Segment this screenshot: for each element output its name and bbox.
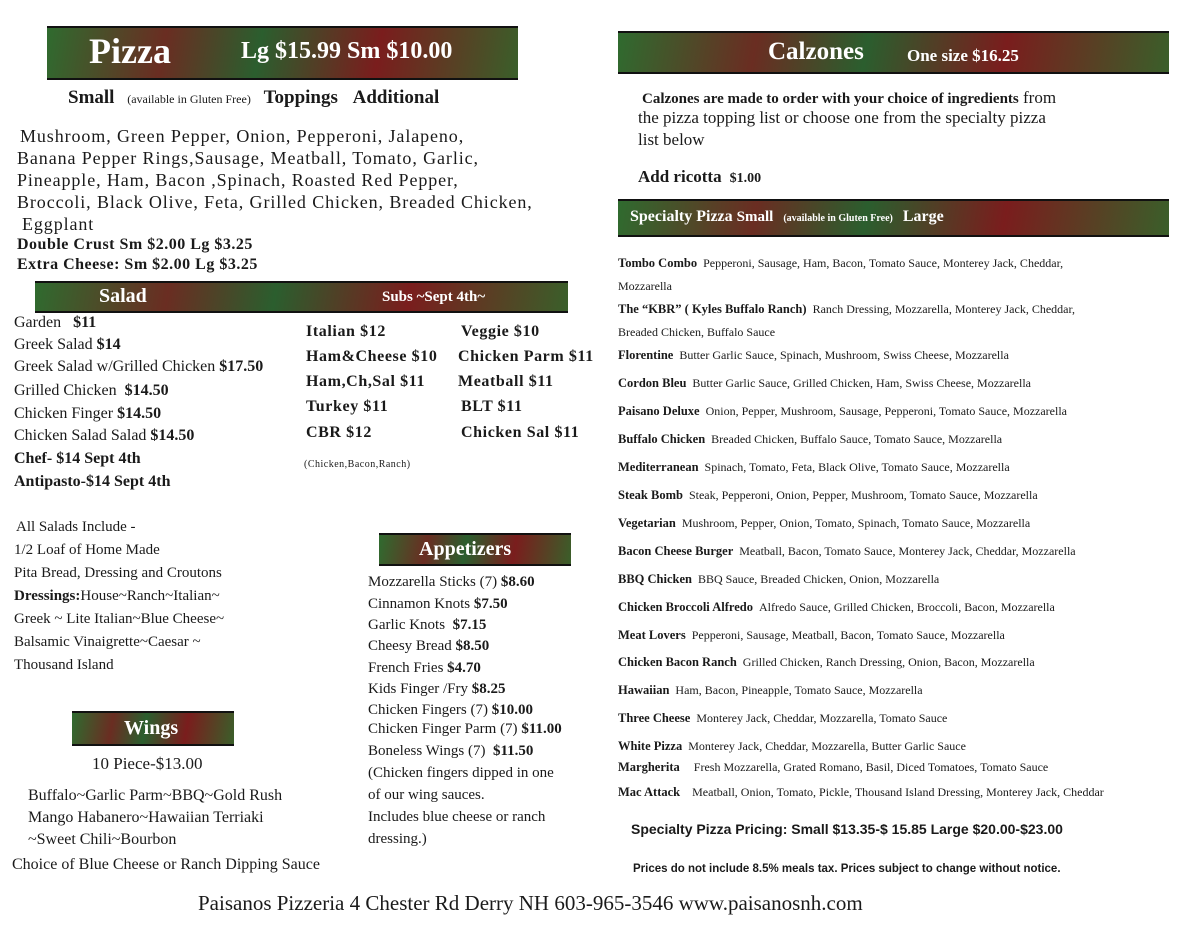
specialty-item: Three Cheese Monterey Jack, Cheddar, Mozzarella, Tomato Sauce bbox=[618, 711, 948, 725]
sub-item: Chicken Parm $11 bbox=[458, 348, 594, 365]
wings-count-price: 10 Piece-$13.00 bbox=[92, 754, 203, 773]
salad-subs-header bbox=[35, 281, 568, 313]
specialty-item: BBQ Chicken BBQ Sauce, Breaded Chicken, Onion, Mozzarella bbox=[618, 572, 940, 586]
specialty-header bbox=[618, 199, 1169, 237]
extra-cheese-price: Extra Cheese: Sm $2.00 Lg $3.25 bbox=[17, 256, 258, 273]
specialty-item: Florentine Butter Garlic Sauce, Spinach, Mushroom, Swiss Cheese, Mozzarella bbox=[618, 348, 1009, 362]
specialty-item: Hawaiian Ham, Bacon, Pineapple, Tomato Sauce, Mozzarella bbox=[618, 683, 923, 697]
specialty-item: Steak Bomb Steak, Pepperoni, Onion, Pepper, Mushroom, Tomato Sauce, Mozzarella bbox=[618, 488, 1038, 502]
salad-title: Salad bbox=[99, 285, 147, 307]
pizza-small-label: Small bbox=[68, 87, 115, 108]
salad-item: Greek Salad w/Grilled Chicken $17.50 bbox=[14, 358, 264, 375]
appetizer-item: Chicken Fingers (7) $10.00 bbox=[368, 702, 533, 718]
pizza-title: Pizza bbox=[89, 31, 171, 71]
specialty-item: White Pizza Monterey Jack, Cheddar, Mozzarella, Butter Garlic Sauce bbox=[618, 739, 966, 753]
specialty-item: Margherita Fresh Mozzarella, Grated Romano, Basil, Diced Tomatoes, Tomato Sauce bbox=[618, 760, 1049, 774]
specialty-item: Chicken Bacon Ranch Grilled Chicken, Ranch Dressing, Onion, Bacon, Mozzarella bbox=[618, 655, 1035, 669]
salad-item: Chicken Finger $14.50 bbox=[14, 405, 162, 422]
add-ricotta: Add ricotta $1.00 bbox=[638, 167, 762, 186]
tax-note: Prices do not include 8.5% meals tax. Prices subject to change without notice. bbox=[633, 863, 1061, 875]
appetizer-item: Kids Finger /Fry $8.25 bbox=[368, 681, 506, 697]
salad-item: Greek Salad $14 bbox=[14, 336, 121, 353]
appetizer-item: Cheesy Bread $8.50 bbox=[368, 638, 490, 654]
specialty-item: The “KBR” ( Kyles Buffalo Ranch) Ranch Dressing, Mozzarella, Monterey Jack, Cheddar, bbox=[618, 302, 1075, 316]
specialty-title: Specialty Pizza Small (available in Gluten Free) Large bbox=[630, 208, 944, 225]
calzones-price: One size $16.25 bbox=[907, 46, 1019, 65]
sub-item: BLT $11 bbox=[461, 398, 523, 415]
specialty-item: Tombo Combo Pepperoni, Sausage, Ham, Bacon, Tomato Sauce, Monterey Jack, Cheddar, bbox=[618, 256, 1064, 270]
appetizer-item: Chicken Finger Parm (7) $11.00 bbox=[368, 721, 562, 737]
salad-antipasto: Antipasto-$14 Sept 4th bbox=[14, 473, 171, 490]
pizza-additional-label: Additional bbox=[352, 87, 440, 108]
wings-dipping: Choice of Blue Cheese or Ranch Dipping Sauce bbox=[12, 856, 320, 873]
appetizer-item: French Fries $4.70 bbox=[368, 660, 481, 676]
specialty-item: Chicken Broccoli Alfredo Alfredo Sauce, Grilled Chicken, Broccoli, Bacon, Mozzarella bbox=[618, 600, 1055, 614]
pizza-header bbox=[47, 26, 518, 80]
appetizer-item: Mozzarella Sticks (7) $8.60 bbox=[368, 574, 535, 590]
toppings-line: Eggplant bbox=[22, 214, 95, 234]
footer-address: Paisanos Pizzeria 4 Chester Rd Derry NH 603-965-3546 www.paisanosnh.com bbox=[198, 891, 863, 915]
dressings-label: Dressings: bbox=[14, 588, 81, 604]
specialty-item: Cordon Bleu Butter Garlic Sauce, Grilled Chicken, Ham, Swiss Cheese, Mozzarella bbox=[618, 376, 1031, 390]
sub-item: Ham&Cheese $10 bbox=[306, 348, 438, 365]
toppings-line: Pineapple, Ham, Bacon ,Spinach, Roasted Red Pepper, bbox=[17, 170, 459, 190]
specialty-item: Mediterranean Spinach, Tomato, Feta, Black Olive, Tomato Sauce, Mozzarella bbox=[618, 460, 1010, 474]
cbr-note: (Chicken,Bacon,Ranch) bbox=[304, 459, 411, 470]
sub-item: Italian $12 bbox=[306, 323, 386, 340]
sub-item: Meatball $11 bbox=[458, 373, 554, 390]
appetizer-note: dressing.) bbox=[368, 831, 427, 847]
sub-item: CBR $12 bbox=[306, 424, 372, 441]
pizza-toppings-label: Toppings bbox=[263, 87, 338, 108]
appetizer-item: Garlic Knots $7.15 bbox=[368, 617, 487, 633]
sub-item: Chicken Sal $11 bbox=[461, 424, 580, 441]
salad-item: Garden $11 bbox=[14, 314, 97, 331]
double-crust-price: Double Crust Sm $2.00 Lg $3.25 bbox=[17, 236, 253, 253]
specialty-item-cont: Mozzarella bbox=[618, 279, 672, 293]
specialty-item: Bacon Cheese Burger Meatball, Bacon, Tomato Sauce, Monterey Jack, Cheddar, Mozzarella bbox=[618, 544, 1076, 558]
appetizer-note: of our wing sauces. bbox=[368, 787, 485, 803]
specialty-item: Mac Attack Meatball, Onion, Tomato, Pickle, Thousand Island Dressing, Monterey Jack, Cheddar bbox=[618, 785, 1104, 799]
toppings-line: Broccoli, Black Olive, Feta, Grilled Chicken, Breaded Chicken, bbox=[17, 192, 533, 212]
toppings-line: Mushroom, Green Pepper, Onion, Pepperoni, Jalapeno, bbox=[20, 126, 465, 146]
sub-item: Turkey $11 bbox=[306, 398, 389, 415]
calzones-title: Calzones bbox=[768, 38, 864, 65]
appetizer-item: Boneless Wings (7) $11.50 bbox=[368, 743, 534, 759]
specialty-item: Meat Lovers Pepperoni, Sausage, Meatball, Bacon, Tomato Sauce, Mozzarella bbox=[618, 628, 1005, 642]
specialty-item-cont: Breaded Chicken, Buffalo Sauce bbox=[618, 325, 776, 339]
wings-header bbox=[72, 711, 234, 746]
appetizer-note: (Chicken fingers dipped in one bbox=[368, 765, 554, 781]
appetizers-title: Appetizers bbox=[419, 538, 512, 560]
salad-chef: Chef- $14 Sept 4th bbox=[14, 450, 141, 467]
toppings-line: Banana Pepper Rings,Sausage, Meatball, Tomato, Garlic, bbox=[17, 148, 479, 168]
calzones-header bbox=[618, 31, 1169, 74]
specialty-item: Paisano Deluxe Onion, Pepper, Mushroom, Sausage, Pepperoni, Tomato Sauce, Mozzarella bbox=[618, 404, 1067, 418]
wings-title: Wings bbox=[124, 717, 179, 739]
sub-item: Ham,Ch,Sal $11 bbox=[306, 373, 426, 390]
subs-title: Subs ~Sept 4th~ bbox=[382, 289, 486, 305]
pizza-prices: Lg $15.99 Sm $10.00 bbox=[241, 38, 453, 64]
sub-item: Veggie $10 bbox=[461, 323, 540, 340]
appetizer-note: Includes blue cheese or ranch bbox=[368, 809, 546, 825]
specialty-item: Buffalo Chicken Breaded Chicken, Buffalo Sauce, Tomato Sauce, Mozzarella bbox=[618, 432, 1003, 446]
appetizers-header bbox=[379, 533, 571, 566]
appetizer-item: Cinnamon Knots $7.50 bbox=[368, 596, 508, 612]
specialty-item: Vegetarian Mushroom, Pepper, Onion, Tomato, Spinach, Tomato Sauce, Mozzarella bbox=[618, 516, 1031, 530]
salad-item: Grilled Chicken $14.50 bbox=[14, 382, 169, 399]
salad-item: Chicken Salad Salad $14.50 bbox=[14, 427, 195, 444]
pizza-subheader bbox=[68, 87, 439, 109]
specialty-pricing: Specialty Pizza Pricing: Small $13.35-$ 15.85 Large $20.00-$23.00 bbox=[631, 821, 1063, 837]
pizza-gf-note: (available in Gluten Free) bbox=[127, 92, 251, 106]
